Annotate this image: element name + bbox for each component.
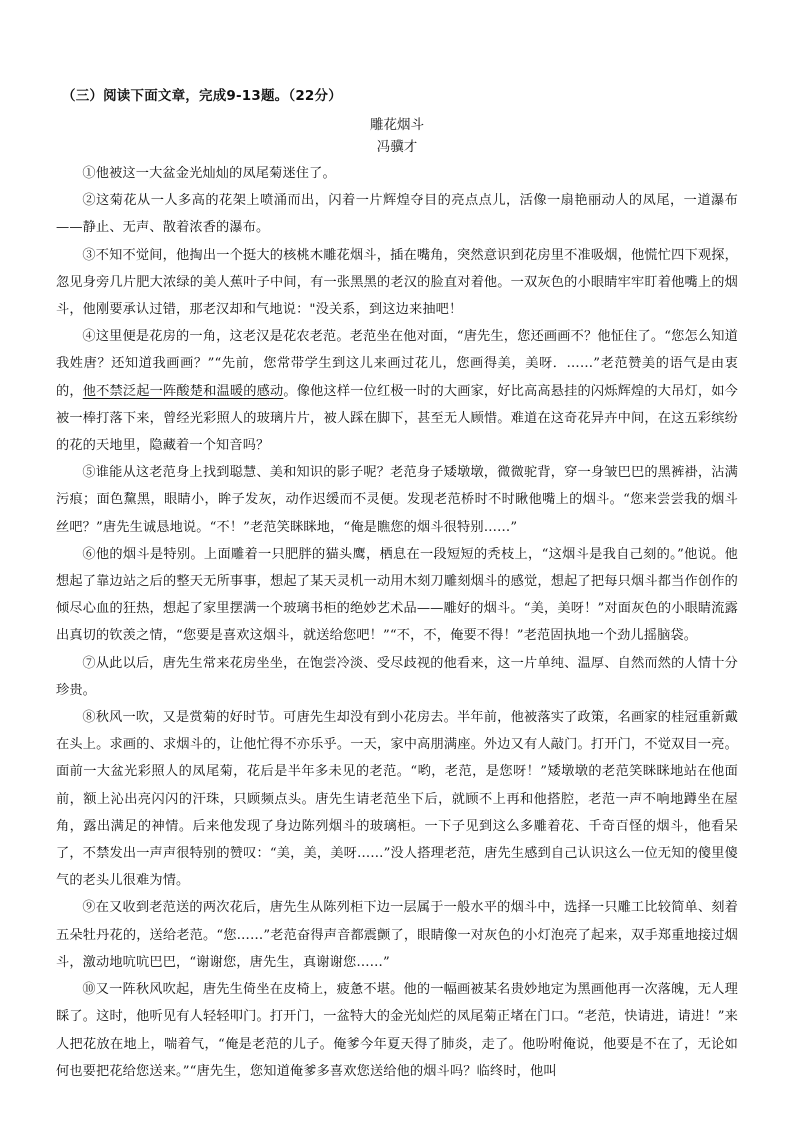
paragraph-4-part-2: 。像他这样一位红极一时的大画家，好比高高悬挂的闪烁辉煌的大吊灯，如今被一棒打落下来，曾经光彩照人的玻璃片片，被人踩在脚下，甚至无人顾惜。难道在这奇花异卉中间，在这五彩缤纷的花的天地里，隐藏着一个知音吗？ bbox=[56, 383, 738, 454]
paragraph-9: ⑨在又收到老范送的两次花后，唐先生从陈列柜下边一层属于一般水平的烟斗中，选择一只雕工比较简单、刻着五朵牡丹花的，送给老范。“您……”老范奋得声音都震颤了，眼睛像一对灰色的小灯泡亮了起来，双手郑重地接过烟斗，激动地吭吭巴巴，“谢谢您，唐先生，真谢谢您……” bbox=[56, 900, 738, 970]
paragraph-10: ⑩又一阵秋风吹起，唐先生倚坐在皮椅上，疲惫不堪。他的一幅画被某名贵妙地定为黑画他再一次落魄，无人理睬了。这时，他听见有人轻轻叩门。打开门，一盆特大的金光灿烂的凤尾菊正堵在门口。“老范，快请进，请进！”来人把花放在地上，喘着气，“俺是老范的儿子。俺爹今年夏天得了肺炎，走了。他吩咐俺说，他要是不在了，无论如何也要把花给您送来。”“唐先生，您知道俺爹多喜欢您送给他的烟斗吗？临终时，他叫 bbox=[56, 982, 738, 1079]
paragraph-5: ⑤谁能从这老范身上找到聪慧、美和知识的影子呢？老范身子矮墩墩，微微驼背，穿一身皱巴巴的黑裤褂，沾满污痕；面色黧黑，眼睛小，眸子发灰，动作迟缓而不灵便。发现老范桥时不时瞅他嘴上的烟斗。“您来尝尝我的烟斗丝吧？”唐先生诚恳地说。“不！”老范笑眯眯地，“俺是瞧您的烟斗很特别……” bbox=[56, 465, 738, 535]
paragraph-3: ③不知不觉间，他掏出一个挺大的核桃木雕花烟斗，插在嘴角，突然意识到花房里不准吸烟，他慌忙四下观探，忽见身旁几片肥大浓绿的美人蕉叶子中间，有一张黑黑的老汉的脸直对着他。一双灰色的小眼睛牢牢盯着他嘴上的烟斗，他刚要承认过错，那老汉却和气地说："没关系，到这边来抽吧！ bbox=[56, 247, 738, 318]
paragraph-6: ⑥他的烟斗是特别。上面雕着一只肥胖的猫头鹰，栖息在一段短短的秃枝上，“这烟斗是我自己刻的。”他说。他想起了靠边站之后的整天无所事事，想起了某天灵机一动用木刻刀雕刻烟斗的感觉，想起了把每只烟斗都当作创作的倾尽心血的狂热，想起了家里摆满一个玻璃书柜的绝妙艺术品——雕好的烟斗。“美，美呀！”对面灰色的小眼睛流露出真切的钦羡之情，“您要是喜欢这烟斗，就送给您吧！”“不，不，俺要不得！”老范固执地一个劲儿摇脑袋。 bbox=[56, 546, 738, 644]
underlined-sentence: 他不禁泛起一阵酸楚和温暖的感动 bbox=[82, 383, 284, 399]
paragraph-8: ⑧秋风一吹，又是赏菊的好时节。可唐先生却没有到小花房去。半年前，他被落实了政策，名画家的桂冠重新戴在头上。求画的、求烟斗的，让他忙得不亦乐乎。一天，家中高朋满座。外边又有人敲门。打开门，不觉双目一亮。面前一大盆光彩照人的凤尾菊，花后是半年多未见的老范。“哟，老范，是您呀！”矮墩墩的老范笑眯眯地站在他面前，额上沁出亮闪闪的汗珠，只顾频点头。唐先生请老范坐下后，就顾不上再和他搭腔，老范一声不响地蹲坐在屋角，露出满足的神情。后来他发现了身边陈列烟斗的玻璃柜。一下子见到这么多雕着花、千奇百怪的烟斗，他看呆了，不禁发出一声声很特别的赞叹：“美，美，美呀……”没人搭理老范，唐先生感到自己认识这么一位无知的傻里傻气的老头儿很难为情。 bbox=[56, 710, 738, 889]
section-heading: （三）阅读下面文章，完成9-13题。（22分） bbox=[62, 88, 342, 104]
article-title: 雕花烟斗 bbox=[370, 117, 424, 133]
paragraph-4 bbox=[56, 323, 738, 459]
article-body bbox=[56, 84, 738, 1085]
paragraph-4-part-1: ④这里便是花房的一角，这老汉是花农老范。老范坐在他对面，“唐先生，您还画画不？他怔住了。“您怎么知道我姓唐？还知道我画画？”“先前，您常带学生到这儿来画过花儿，您画得美，美呀．……”老范赞美的语气是由衷的， bbox=[56, 329, 738, 399]
paragraph-1: ①他被这一大盆金光灿灿的凤尾菊迷住了。 bbox=[82, 166, 336, 181]
article-author: 冯骥才 bbox=[376, 139, 418, 155]
paragraph-2: ②这菊花从一人多高的花架上喷涌而出，闪着一片辉煌夺目的亮点点儿，活像一扇艳丽动人的凤尾，一道瀑布——静止、无声、散着浓香的瀑布。 bbox=[56, 193, 738, 236]
paragraph-7: ⑦从此以后，唐先生常来花房坐坐，在饱尝冷淡、受尽歧视的他看来，这一片单纯、温厚、自然而然的人情十分珍贵。 bbox=[56, 655, 738, 698]
